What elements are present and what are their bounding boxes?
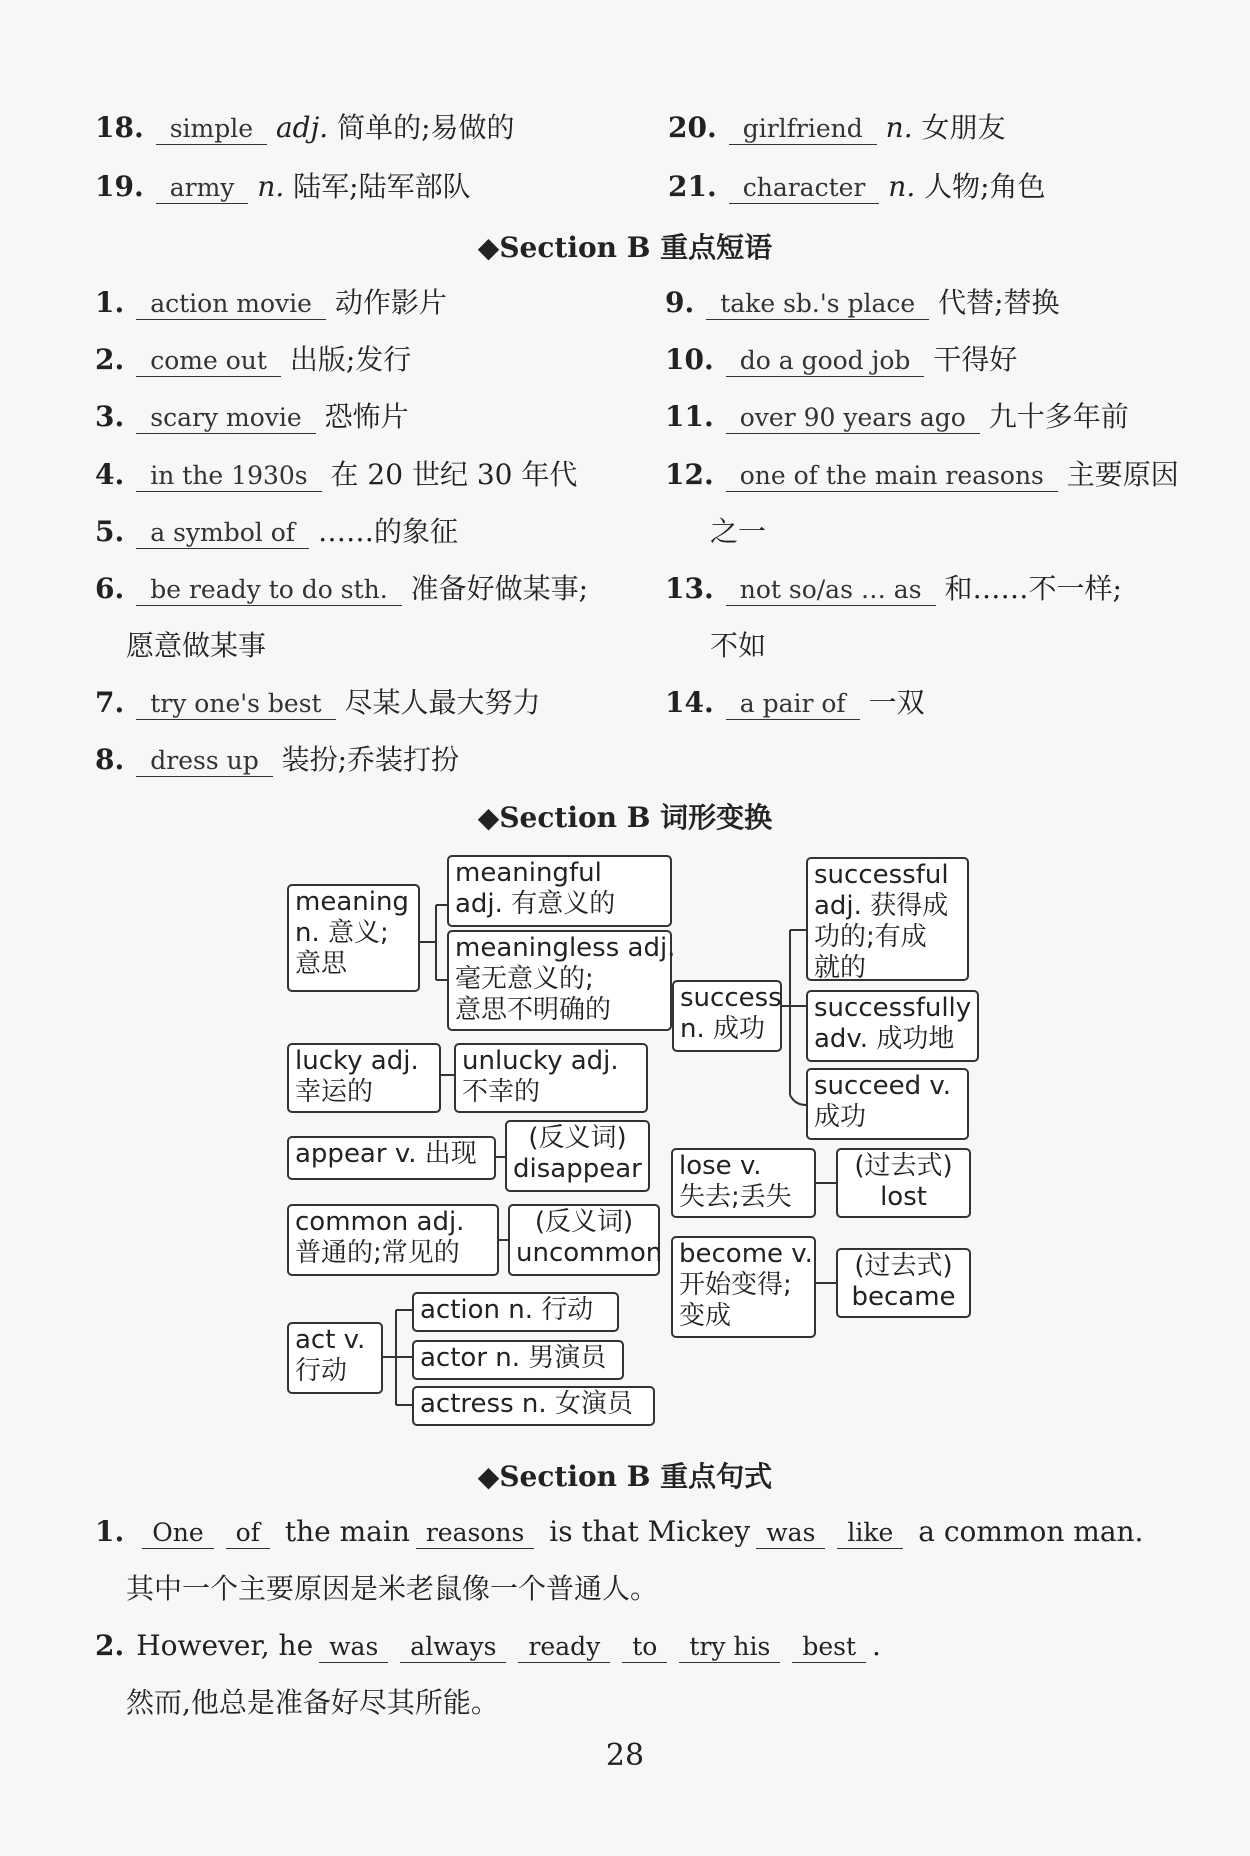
vocab-item: 20. girlfriend n. 女朋友 (668, 111, 1006, 144)
box-become: become v. 开始变得; 变成 (671, 1236, 816, 1338)
box-became: (过去式) became (836, 1248, 971, 1318)
box-lose: lose v. 失去;丢失 (671, 1148, 816, 1218)
box-uncommon: (反义词) uncommon (508, 1204, 660, 1276)
answer: one of the main reasons (726, 461, 1058, 492)
answer: simple (156, 114, 267, 145)
sentence-2: 2. However, he was always ready to try his best . (95, 1629, 881, 1662)
box-succeed: succeed v. 成功 (806, 1068, 969, 1140)
phrase-continuation: 不如 (710, 629, 767, 662)
answer: over 90 years ago (726, 403, 980, 434)
answer: scary movie (136, 403, 315, 434)
answer: try one's best (136, 689, 335, 720)
sentence-2-translation: 然而,他总是准备好尽其所能。 (126, 1686, 499, 1719)
vocab-item: 19. army n. 陆军;陆军部队 (95, 170, 471, 203)
answer: come out (136, 346, 281, 377)
answer: a pair of (726, 689, 860, 720)
box-common: common adj. 普通的;常见的 (287, 1204, 499, 1276)
blank: like (837, 1518, 903, 1549)
answer: be ready to do sth. (136, 575, 401, 606)
box-actor: actor n. 男演员 (412, 1340, 624, 1380)
answer: not so/as … as (726, 575, 936, 606)
section-heading-wordforms: ◆Section B 词形变换 (477, 801, 773, 834)
blank: to (622, 1632, 667, 1663)
page-number: 28 (605, 1738, 645, 1773)
blank: was (756, 1518, 825, 1549)
box-successfully: successfully adv. 成功地 (806, 990, 979, 1062)
phrase-item: 10. do a good job 干得好 (665, 343, 1018, 376)
phrase-item: 1. action movie 动作影片 (95, 286, 447, 319)
phrase-item: 3. scary movie 恐怖片 (95, 400, 409, 433)
box-lost: (过去式) lost (836, 1148, 971, 1218)
box-act: act v. 行动 (287, 1322, 383, 1394)
section-heading-sentences: ◆Section B 重点句式 (477, 1460, 773, 1493)
phrase-item: 6. be ready to do sth. 准备好做某事; (95, 572, 589, 605)
blank: reasons (416, 1518, 534, 1549)
sentence-1: 1. One of the main reasons is that Mickey was like a common man. (95, 1515, 1144, 1548)
box-disappear: (反义词) disappear (505, 1120, 650, 1192)
box-appear: appear v. 出现 (287, 1136, 496, 1180)
blank: One (142, 1518, 213, 1549)
box-meaning: meaning n. 意义; 意思 (287, 884, 420, 992)
phrase-item: 13. not so/as … as 和……不一样; (665, 572, 1122, 605)
box-meaningful: meaningful adj. 有意义的 (447, 855, 672, 927)
answer: army (156, 173, 249, 204)
phrase-continuation: 愿意做某事 (126, 629, 267, 662)
box-meaningless: meaningless adj. 毫无意义的; 意思不明确的 (447, 930, 672, 1031)
sentence-1-translation: 其中一个主要原因是米老鼠像一个普通人。 (126, 1572, 659, 1605)
section-heading-phrases: ◆Section B 重点短语 (477, 231, 773, 264)
box-lucky: lucky adj. 幸运的 (287, 1043, 441, 1113)
phrase-item: 14. a pair of 一双 (665, 686, 925, 719)
blank: was (319, 1632, 388, 1663)
answer: a symbol of (136, 518, 309, 549)
blank: try his (679, 1632, 780, 1663)
blank: always (400, 1632, 506, 1663)
blank: of (226, 1518, 270, 1549)
box-success: success n. 成功 (672, 980, 782, 1052)
answer: action movie (136, 289, 326, 320)
box-action: action n. 行动 (412, 1292, 619, 1332)
phrase-item: 2. come out 出版;发行 (95, 343, 412, 376)
blank: ready (518, 1632, 610, 1663)
blank: best (792, 1632, 866, 1663)
phrase-item: 9. take sb.'s place 代替;替换 (665, 286, 1060, 319)
phrase-item: 11. over 90 years ago 九十多年前 (665, 400, 1129, 433)
phrase-item: 5. a symbol of ……的象征 (95, 515, 458, 548)
phrase-continuation: 之一 (710, 515, 767, 548)
box-unlucky: unlucky adj. 不幸的 (454, 1043, 648, 1113)
vocab-item: 21. character n. 人物;角色 (668, 170, 1046, 203)
phrase-item: 7. try one's best 尽某人最大努力 (95, 686, 541, 719)
vocab-item: 18. simple adj. 简单的;易做的 (95, 111, 515, 144)
answer: dress up (136, 746, 272, 777)
answer: in the 1930s (136, 461, 321, 492)
box-successful: successful adj. 获得成 功的;有成 就的 (806, 857, 969, 981)
phrase-item: 8. dress up 装扮;乔装打扮 (95, 743, 460, 776)
phrase-item: 12. one of the main reasons 主要原因 (665, 458, 1179, 491)
phrase-item: 4. in the 1930s 在 20 世纪 30 年代 (95, 458, 578, 491)
answer: do a good job (726, 346, 925, 377)
answer: character (729, 173, 880, 204)
answer: girlfriend (729, 114, 877, 145)
box-actress: actress n. 女演员 (412, 1386, 655, 1426)
answer: take sb.'s place (706, 289, 929, 320)
